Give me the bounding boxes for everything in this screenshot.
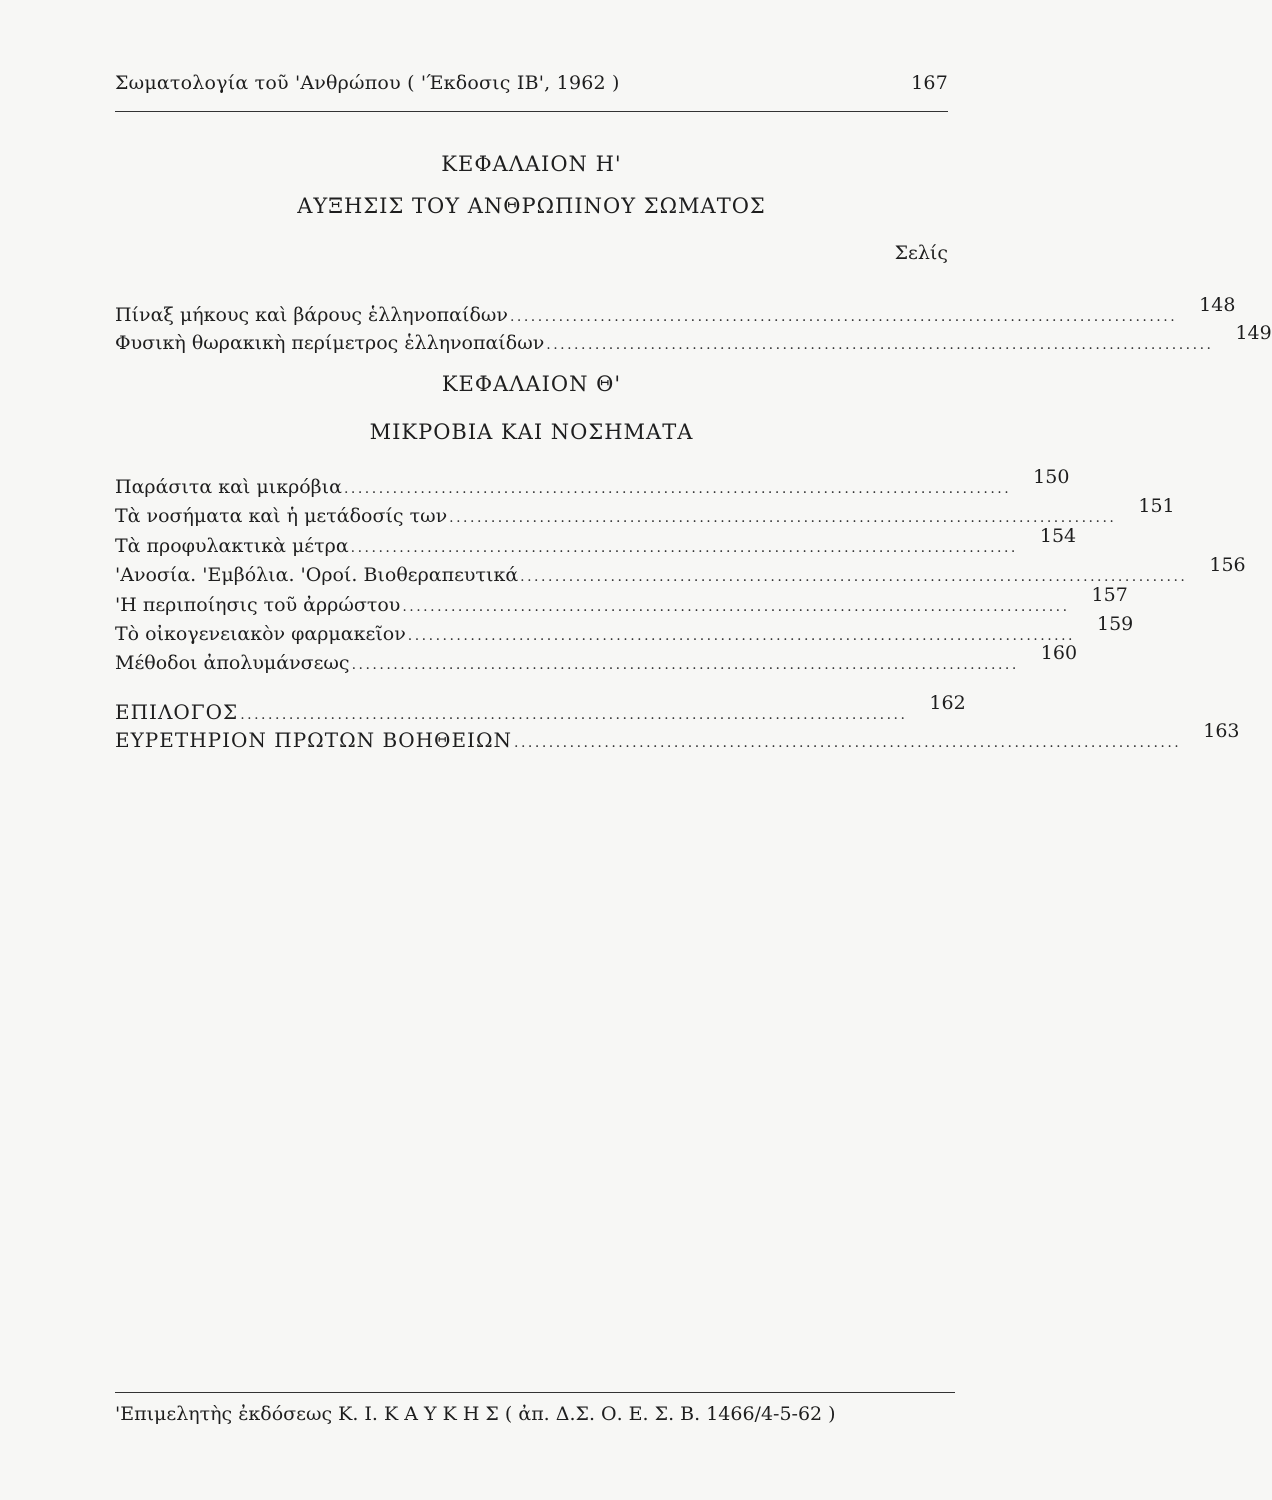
toc-entry-title: Τὰ νοσήματα καὶ ἡ μετάδοσίς των [115, 505, 448, 527]
leader-dots: ................................................................................................ [402, 599, 1070, 615]
toc-entry-title: ΕΠΙΛΟΓΟΣ [115, 700, 239, 724]
chapter-label: ΚΕΦΑΛΑΙΟΝ Θ' [441, 372, 622, 396]
leader-dots: ................................................................................................ [546, 337, 1214, 353]
toc-entry-page: 157 [1091, 584, 1128, 606]
leader-dots: ................................................................................................ [520, 569, 1188, 585]
toc-entry-page: 148 [1199, 294, 1236, 316]
toc-entry-page: 159 [1097, 613, 1134, 635]
toc-entry-title: Πίναξ μήκους καὶ βάρους ἑλληνοπαίδων [115, 304, 508, 326]
leader-dots: ................................................................................................ [240, 707, 908, 723]
toc-entry[interactable] [115, 495, 1175, 535]
toc-entry[interactable] [115, 525, 1077, 565]
toc-entry[interactable] [115, 554, 1246, 594]
toc-entry-page: 151 [1138, 495, 1175, 517]
chapter-label: ΚΕΦΑΛΑΙΟΝ Η' [441, 152, 622, 176]
toc-entry[interactable] [115, 466, 1070, 506]
toc-entry-page: 156 [1209, 554, 1246, 576]
header-rule [115, 111, 948, 112]
toc-entry-title: Τὰ προφυλακτικὰ μέτρα [115, 535, 349, 557]
toc-entry-page: 150 [1033, 466, 1070, 488]
toc-entry-title: Παράσιτα καὶ μικρόβια [115, 476, 342, 498]
leader-dots: ................................................................................................ [343, 481, 1012, 497]
toc-entry-page: 154 [1039, 525, 1077, 547]
page-number: 167 [911, 72, 948, 94]
toc-entry-title: Τὸ οἰκογενειακὸν φαρμακεῖον [115, 623, 406, 645]
pages-column-label: Σελίς [894, 242, 948, 264]
leader-dots: ................................................................................................ [514, 735, 1182, 751]
toc-entry[interactable] [115, 584, 1128, 624]
footer-rule [115, 1392, 955, 1393]
leader-dots: ................................................................................................ [509, 309, 1178, 325]
toc-entry-first-aid-index[interactable] [115, 720, 1240, 758]
toc-entry-title: Μέθοδοι ἀπολυμάνσεως [115, 652, 350, 674]
toc-entry-title: 'Ανοσία. 'Εμβόλια. 'Οροί. Βιοθεραπευτικά [115, 564, 519, 586]
toc-entry-title: ΕΥΡΕΤΗΡΙΟΝ ΠΡΩΤΩΝ ΒΟΗΘΕΙΩΝ [115, 728, 513, 752]
toc-entry-title: Φυσικὴ θωρακικὴ περίμετρος ἑλληνοπαίδων [115, 332, 545, 354]
toc-entry-page: 162 [929, 692, 966, 714]
chapter-title: ΜΙΚΡΟΒΙΑ ΚΑΙ ΝΟΣΗΜΑΤΑ [369, 420, 694, 444]
leader-dots: ................................................................................................ [350, 540, 1018, 556]
toc-entry-epilogue[interactable] [115, 692, 966, 730]
toc-entry-page: 163 [1203, 720, 1240, 742]
toc-entry-page: 149 [1235, 322, 1272, 344]
toc-entry-page: 160 [1040, 642, 1078, 664]
leader-dots: ................................................................................................ [351, 657, 1019, 673]
running-title: Σωματολογία τοῦ 'Ανθρώπου ( 'Έκδοσις ΙΒ', 1962 ) [115, 72, 620, 94]
toc-entry[interactable] [115, 642, 1078, 682]
running-head [115, 72, 948, 94]
toc-entry-title: 'Η περιποίησις τοῦ ἀρρώστου [115, 594, 401, 616]
leader-dots: ................................................................................................ [449, 510, 1117, 526]
leader-dots: ................................................................................................ [407, 628, 1075, 644]
editor-credit: 'Επιμελητὴς ἐκδόσεως Κ. Ι. Κ Α Υ Κ Η Σ ( ἀπ. Δ.Σ. Ο. Ε. Σ. Β. 1466/4-5-62 ) [115, 1403, 836, 1425]
toc-entry[interactable] [115, 294, 1236, 334]
toc-entry[interactable] [115, 322, 1272, 362]
chapter-title: ΑΥΞΗΣΙΣ ΤΟΥ ΑΝΘΡΩΠΙΝΟΥ ΣΩΜΑΤΟΣ [297, 194, 766, 218]
